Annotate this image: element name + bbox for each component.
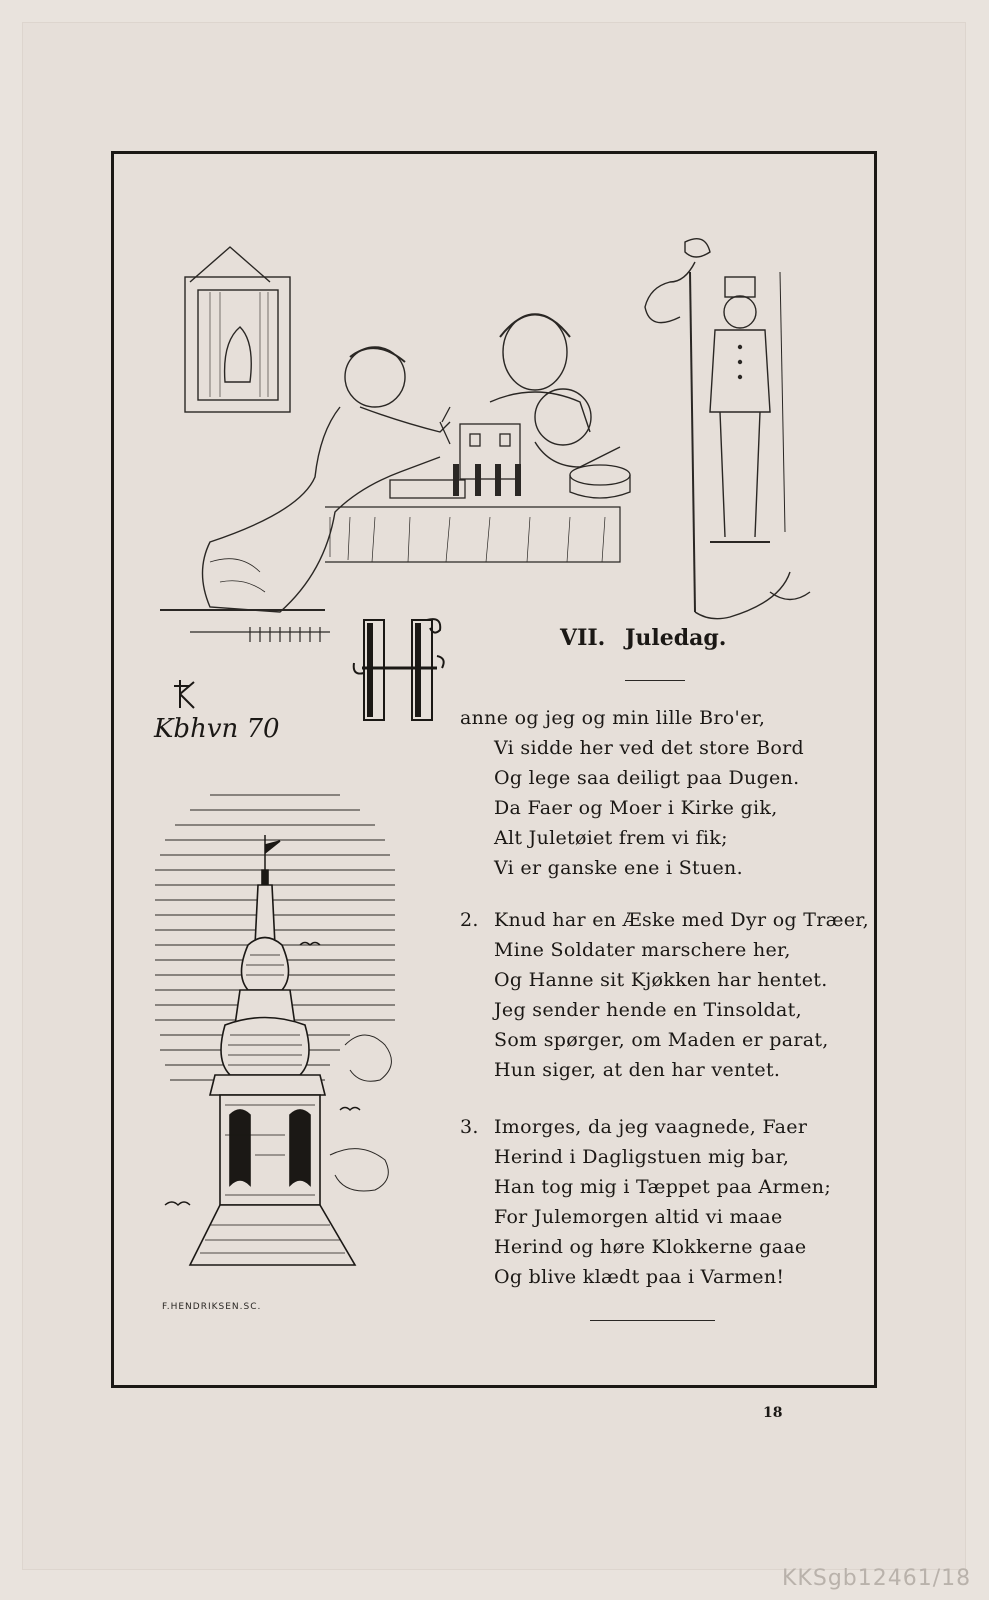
stanza-first-line: Knud har en Æske med Dyr og Træer, xyxy=(494,909,869,931)
toy-box xyxy=(390,465,630,498)
chapter-numeral: VII. xyxy=(560,625,606,651)
archive-catalog-mark: KKSgb12461/18 xyxy=(782,1566,972,1591)
floor-hatch xyxy=(190,627,330,642)
clouds xyxy=(330,1035,391,1191)
closing-rule xyxy=(590,1320,715,1321)
stanza-line: Hun siger, at den har ventet. xyxy=(494,1059,781,1081)
stanza-line: Og lege saa deiligt paa Dugen. xyxy=(494,767,800,789)
poem-heading xyxy=(560,625,760,651)
stanza-2 xyxy=(460,905,869,1085)
stanza-line: Og blive klædt paa i Varmen! xyxy=(494,1266,785,1288)
table xyxy=(325,507,620,562)
stanza-number: 3. xyxy=(460,1116,479,1138)
stanza-line: Herind og høre Klokkerne gaae xyxy=(494,1236,807,1258)
artist-monogram xyxy=(172,678,212,712)
stanza-line: anne og jeg og min lille Bro'er, xyxy=(460,707,766,729)
stanza-line xyxy=(460,1112,831,1142)
page-number: 18 xyxy=(763,1405,783,1421)
decorative-drop-cap xyxy=(352,618,447,723)
stanza-number: 2. xyxy=(460,909,479,931)
stanza-line: Alt Juletøiet frem vi fik; xyxy=(494,827,728,849)
stanza-line xyxy=(460,905,869,935)
toy-soldier xyxy=(645,239,810,619)
stanza-1 xyxy=(460,703,804,883)
stanza-line: Vi sidde her ved det store Bord xyxy=(494,737,804,759)
church-spire-illustration xyxy=(150,775,400,1295)
stanza-line: Han tog mig i Tæppet paa Armen; xyxy=(494,1176,832,1198)
stanza-line: Og Hanne sit Kjøkken har hentet. xyxy=(494,969,828,991)
stanza-line: Mine Soldater marschere her, xyxy=(494,939,791,961)
girl xyxy=(490,314,590,432)
stanza-line: Jeg sender hende en Tinsoldat, xyxy=(494,999,802,1021)
stanza-line: For Julemorgen altid vi maae xyxy=(494,1206,783,1228)
wall-picture xyxy=(185,247,290,412)
stanza-line: Herind i Dagligstuen mig bar, xyxy=(494,1146,790,1168)
children-playing-illustration xyxy=(150,232,840,662)
stanza-first-line: Imorges, da jeg vaagnede, Faer xyxy=(494,1116,808,1138)
stanza-line: Vi er ganske ene i Stuen. xyxy=(494,857,743,879)
poem-title: Juledag. xyxy=(624,625,727,651)
stanza-line: Som spørger, om Maden er parat, xyxy=(494,1029,829,1051)
artist-signature: Kbhvn 70 xyxy=(154,714,280,744)
title-rule xyxy=(625,680,685,681)
engraver-credit: F.HENDRIKSEN.SC. xyxy=(162,1302,262,1312)
svg-text:H: H xyxy=(392,688,393,689)
stanza-line: Da Faer og Moer i Kirke gik, xyxy=(494,797,778,819)
stanza-3 xyxy=(460,1112,831,1292)
